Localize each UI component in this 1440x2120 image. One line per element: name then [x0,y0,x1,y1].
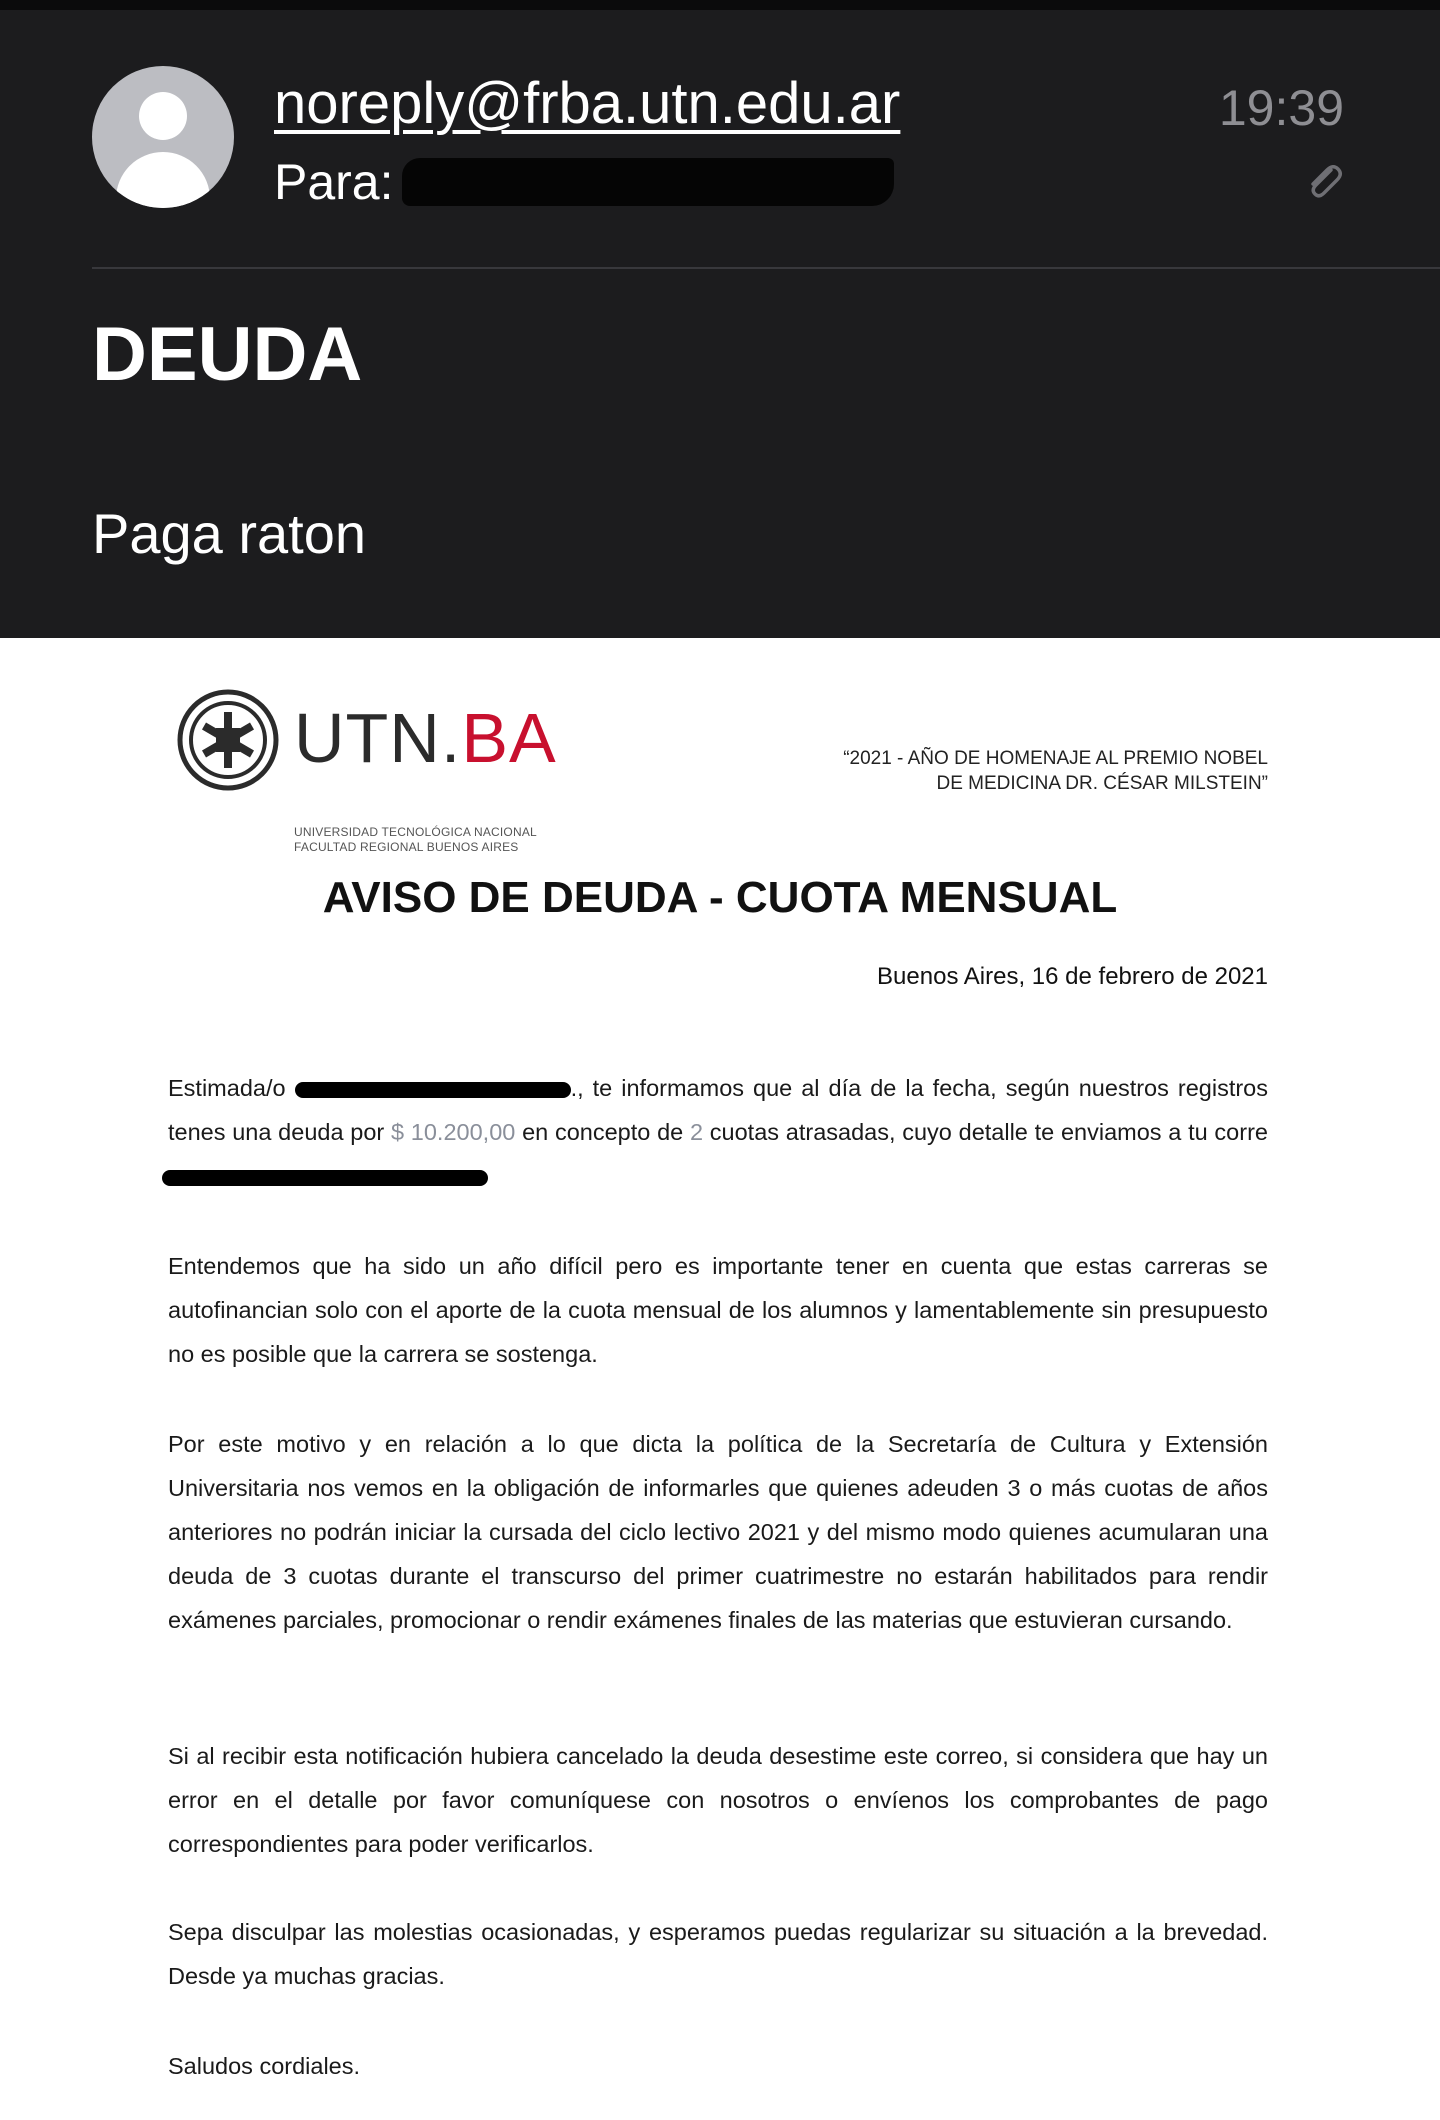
debt-amount: $ 10.200,00 [390,1119,516,1145]
closing-greeting: Saludos cordiales. [168,2053,361,2079]
person-avatar-icon[interactable] [92,66,234,208]
paperclip-icon[interactable] [1304,160,1344,204]
installments-count: 2 [689,1119,704,1145]
avatar-body [116,152,210,208]
utn-emblem-icon [176,688,280,792]
recipient-label: Para: [274,154,394,210]
motto-line-2: DE MEDICINA DR. CÉSAR MILSTEIN” [936,773,1268,794]
avatar-head [139,92,187,140]
utn-ba-logo [176,688,557,854]
mail-header [0,0,1440,638]
redacted-email [162,1170,488,1186]
mail-subject: DEUDA [92,312,363,397]
paragraph-context: Entendemos que ha sido un año difícil pero es importante tener en cuenta que estas carreras se autofinancian solo con el aporte de la cuota mensual de los alumnos y lamentablemente sin presupuesto no es posible que la carrera se sostenga. [168,1253,1268,1367]
document-title: AVISO DE DEUDA - CUOTA MENSUAL [322,873,1118,922]
logo-wordmark: UTN.BA [294,699,557,777]
mail-time: 19:39 [1218,80,1344,136]
recipient-row[interactable] [274,150,894,214]
paragraph-payment-verification: Si al recibir esta notificación hubiera cancelado la deuda desestime este correo, si considera que hay un error en el detalle por favor comuníquese con nosotros o envíenos los comprobantes de pago correspondientes para poder verificarlos. [168,1743,1268,1857]
sender-address-link[interactable]: noreply@frba.utn.edu.ar [274,71,901,136]
paragraph-apology: Sepa disculpar las molestias ocasionadas, y esperamos puedas regularizar su situación a la brevedad. Desde ya muchas gracias. [168,1919,1268,1989]
redacted-recipient [402,158,894,206]
header-divider [92,267,1440,269]
year-motto [843,746,1268,796]
motto-line-1: “2021 - AÑO DE HOMENAJE AL PREMIO NOBEL [843,748,1268,769]
letter-attachment [0,638,1440,2120]
logo-subtitle-faculty: FACULTAD REGIONAL BUENOS AIRES [294,840,519,854]
paragraph-policy: Por este motivo y en relación a lo que dicta la política de la Secretaría de Cultura y Extensión Universitaria nos vemos en la obligación de informarles que quienes adeuden 3 o más cuotas de años anteriores no podrán iniciar la cursada del ciclo lectivo 2021 y del mismo modo quienes acumularan una deuda de 3 cuotas durante el transcurso del primer cuatrimestre no estarán habilitados para rendir exámenes parciales, promocionar o rendir exámenes finales de las materias que estuvieran cursando. [168,1431,1268,1633]
document-date: Buenos Aires, 16 de febrero de 2021 [877,963,1268,990]
logo-subtitle-university: UNIVERSIDAD TECNOLÓGICA NACIONAL [294,825,537,839]
mail-body-text: Paga raton [92,502,366,565]
status-strip [0,0,1440,10]
redacted-name [295,1082,571,1098]
paragraph-debt-notice: Estimada/o ., te informamos que al día de la fecha, según nuestros registros tenes una deuda por $ 10.200,00 en concepto de 2 cuotas atrasadas, cuyo detalle te enviamos a tu corre [168,1066,1268,1198]
